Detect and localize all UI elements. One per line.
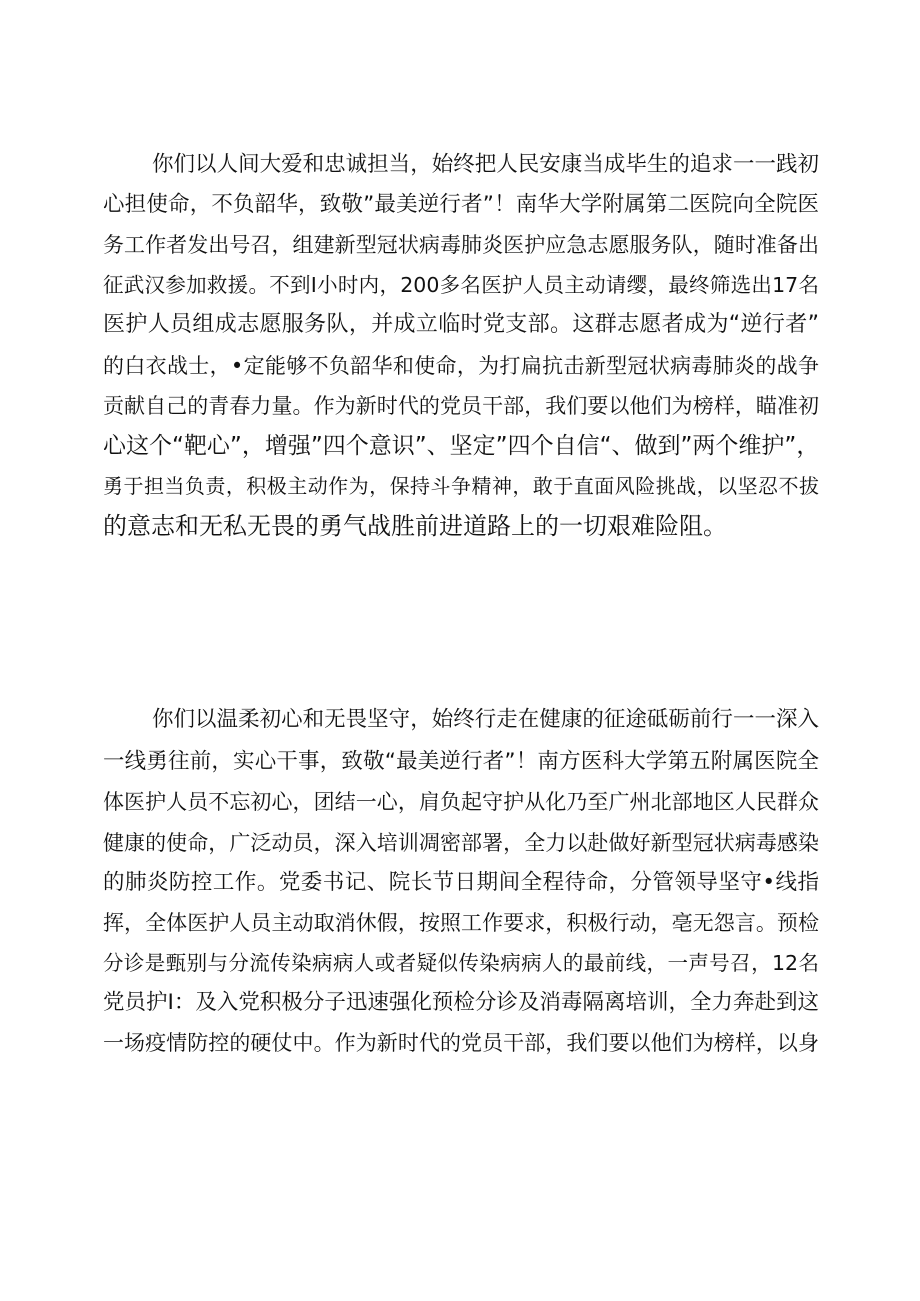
paragraph-line: 的肺炎防控工作。党委书记、院长节日期间全程待命，分管领导坚守•线指	[103, 870, 819, 895]
paragraph-line: 勇于担当负责，积极主动作为，保持斗争精神，敢于直面风险挑战，以坚忍不拔	[103, 474, 819, 498]
paragraph-line: 体医护人员不忘初心，团结一心，肩负起守护从化乃至广州北部地区人民群众	[103, 790, 819, 814]
paragraph-line: 的白衣战士，•定能够不负韶华和使命，为打扁抗击新型冠状病毒肺炎的战争	[103, 354, 819, 378]
paragraph-line: 一场疫情防控的硬仗中。作为新时代的党员干部，我们要以他们为榜样，以身	[103, 1031, 819, 1055]
paragraph-line: 党员护I：及入党积极分子迅速强化预检分诊及消毒隔离培训，全力奔赴到这	[103, 990, 819, 1015]
paragraph-line: 征武汉参加救援。不到I小时内，200多名医护人员主动请缨，最终筛选出17名	[103, 273, 819, 297]
paragraph-line: 你们以温柔初心和无畏坚守，始终行走在健康的征途砥砺前行一一深入	[152, 707, 819, 732]
paragraph-line: 务工作者发出号召，组建新型冠状病毒肺炎医护应急志愿服务队，随时准备出	[103, 233, 819, 257]
paragraph-line: 心担使命，不负韶华，致敬”最美逆行者”！南华大学附属第二医院向全院医	[103, 192, 819, 217]
paragraph-line: 健康的使命，广泛动员，深入培训凋密部署，全力以赴做好新型冠状病毒感染	[103, 831, 819, 855]
paragraph-line: 心这个“靶心”，增强”四个意识”、坚定”四个自信“、做到”两个维护”，	[103, 433, 819, 459]
paragraph-line: 医护人员组成志愿服务队，并成立临时党支部。这群志愿者成为“逆行者”	[103, 312, 819, 337]
paragraph-line: 分诊是甄别与分流传染病病人或者疑似传染病病人的最前线，一声号召，12名	[103, 951, 819, 975]
paragraph-line: 贡献自己的青春力量。作为新时代的党员干部，我们要以他们为榜样，瞄准初	[103, 394, 819, 418]
paragraph-line: 你们以人间大爱和忠诚担当，始终把人民安康当成毕生的追求一一践初	[152, 152, 819, 177]
paragraph-line: 的意志和无私无畏的勇气战胜前进道路上的一切艰难险阻。	[103, 512, 727, 540]
paragraph-line: 挥，全体医护人员主动取消休假，按照工作要求，积极行动，亳无怨言。预检	[103, 911, 819, 935]
paragraph-line: 一线勇往前，实心干事，致敬“最美逆行者”！南方医科大学第五附属医院全	[103, 749, 819, 774]
